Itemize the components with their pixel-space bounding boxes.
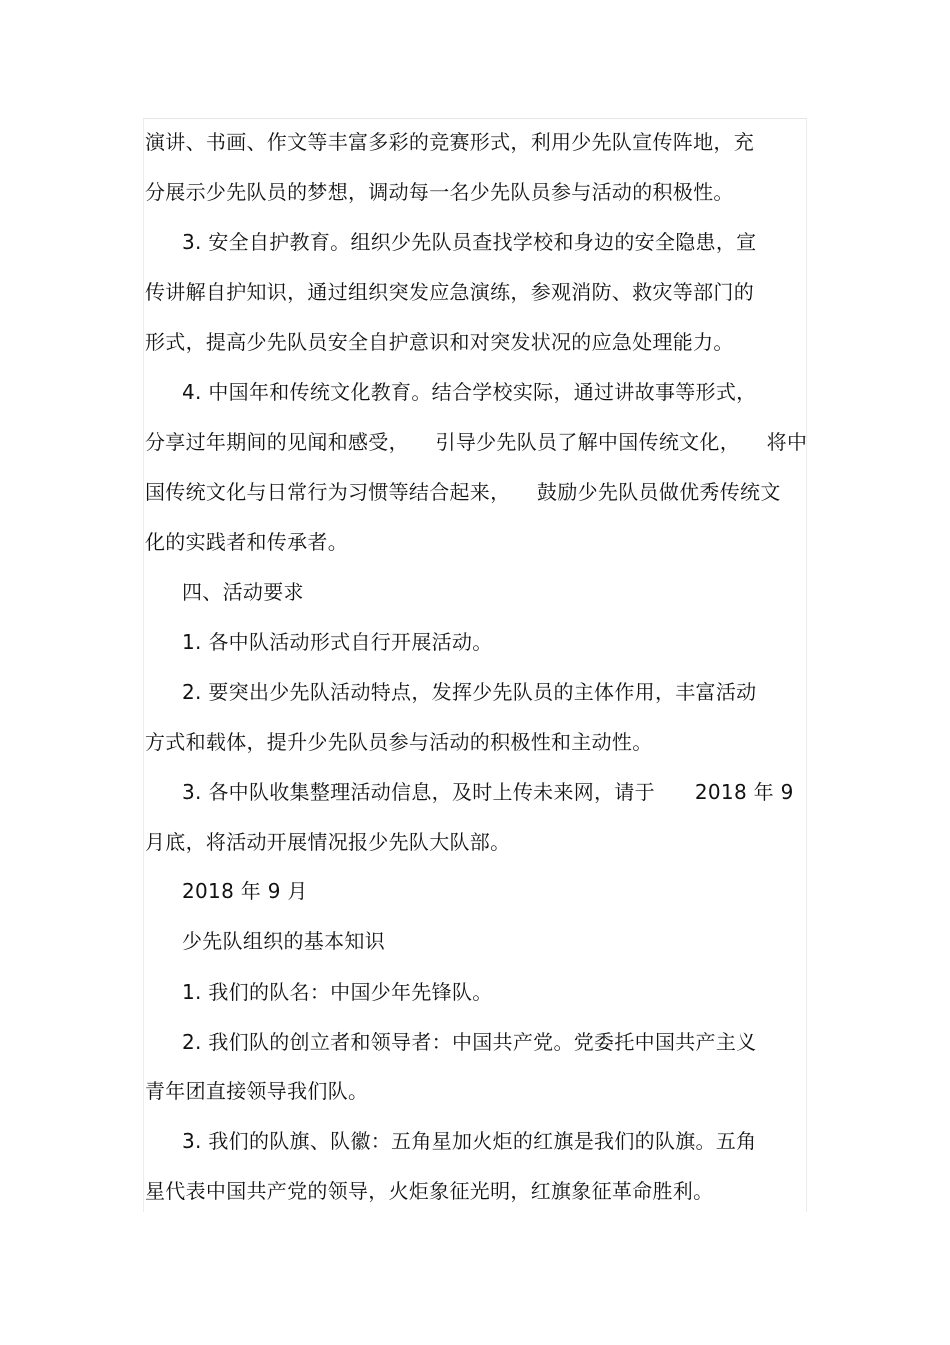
- text-line-6: 4. 中国年和传统文化教育。结合学校实际，通过讲故事等形式，: [182, 380, 757, 404]
- text-line-5: 形式，提高少先队员安全自护意识和对突发状况的应急处理能力。: [145, 330, 734, 354]
- section-heading: 四、活动要求: [182, 580, 304, 604]
- text-line-18: 1. 我们的队名：中国少年先锋队。: [182, 980, 493, 1004]
- date-line: 2018 年 9 月: [182, 879, 308, 903]
- text-line-15: 月底，将活动开展情况报少先队大队部。: [145, 830, 511, 854]
- text-line-8: 国传统文化与日常行为习惯等结合起来， 鼓励少先队员做优秀传统文: [145, 480, 781, 504]
- text-line-19: 2. 我们队的创立者和领导者：中国共产党。党委托中国共产主义: [182, 1030, 757, 1054]
- text-line-20: 青年团直接领导我们队。: [145, 1079, 369, 1103]
- text-line-2: 分展示少先队员的梦想，调动每一名少先队员参与活动的积极性。: [145, 180, 734, 204]
- text-line-22: 星代表中国共产党的领导，火炬象征光明，红旗象征革命胜利。: [145, 1179, 714, 1203]
- text-line-3: 3. 安全自护教育。组织少先队员查找学校和身边的安全隐患，宣: [182, 230, 757, 254]
- text-line-9: 化的实践者和传承者。: [145, 530, 348, 554]
- text-line-13: 方式和载体，提升少先队员参与活动的积极性和主动性。: [145, 730, 653, 754]
- text-line-12: 2. 要突出少先队活动特点，发挥少先队员的主体作用，丰富活动: [182, 680, 757, 704]
- text-line-11: 1. 各中队活动形式自行开展活动。: [182, 630, 493, 654]
- text-line-1: 演讲、书画、作文等丰富多彩的竞赛形式，利用少先队宣传阵地，充: [145, 130, 754, 154]
- text-line-4: 传讲解自护知识，通过组织突发应急演练，参观消防、救灾等部门的: [145, 280, 754, 304]
- text-line-7: 分享过年期间的见闻和感受， 引导少先队员了解中国传统文化， 将中: [145, 430, 808, 454]
- text-line-14: 3. 各中队收集整理活动信息，及时上传未来网，请于 2018 年 9: [182, 780, 794, 804]
- subtitle: 少先队组织的基本知识: [182, 929, 385, 953]
- text-line-21: 3. 我们的队旗、队徽：五角星加火炬的红旗是我们的队旗。五角: [182, 1129, 757, 1153]
